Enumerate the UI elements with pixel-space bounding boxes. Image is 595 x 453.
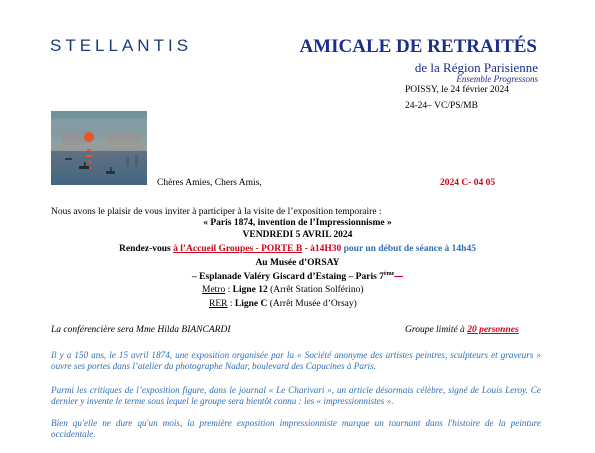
rer-sep: : (227, 299, 235, 309)
paragraph-significance: Bien qu'elle ne dure qu'un mois, la première exposition impressionniste marque un tournant dans l'histoire de la peinture occidentale. (51, 418, 541, 440)
paragraph-history: Il y a 150 ans, le 15 avril 1874, une exposition organisée par la « Société anonyme des artistes peintres, sculpteurs et graveurs » ouvre ses portes dans l’atelier du photographe Nadar, boulevard des Capucines à Paris. (51, 350, 541, 372)
rendezvous-suffix: pour un début de séance à 14h45 (341, 244, 476, 254)
rendezvous-line (0, 244, 595, 254)
event-date: VENDREDI 5 AVRIL 2024 (242, 230, 353, 240)
reference-code: 2024 C- 04 05 (440, 178, 496, 188)
metro-line (202, 285, 364, 295)
rendezvous-prefix: Rendez-vous (119, 244, 174, 254)
greeting: Chères Amies, Chers Amis, (157, 178, 262, 188)
group-limit (405, 325, 519, 335)
address-tail: -- (394, 272, 403, 283)
intro-text: Nous avons le plaisir de vous inviter à participer à la visite de l’exposition temporaire : (51, 207, 382, 217)
address-text: – Esplanade Valéry Giscard d’Estaing – Paris 7 (192, 272, 384, 283)
org-subtitle: de la Région Parisienne (414, 60, 538, 75)
rer-line (209, 299, 357, 309)
musee-address (0, 271, 595, 282)
musee-name: Au Musée d’ORSAY (255, 258, 340, 268)
metro-label: Metro (202, 285, 226, 295)
conferenciere: La conférencière sera Mme Hilda BIANCARDI (51, 325, 231, 335)
metro-station: (Arrêt Station Solférino) (267, 285, 364, 295)
document-reference: 24-24– VC/PS/MB (405, 101, 478, 111)
impression-soleil-levant-painting (51, 111, 147, 185)
exposition-title: « Paris 1874, invention de l’Impressionnisme » (203, 218, 392, 228)
rendezvous-porte: PORTE B (261, 244, 303, 254)
rer-line-name: Ligne C (234, 299, 268, 309)
metro-line-name: Ligne 12 (232, 285, 268, 295)
paragraph-critique: Parmi les critiques de l’exposition figure, dans le journal « Le Charivari », un article désormais célèbre, signé de Louis Leroy. Ce dernier y invente le terme sous lequel le groupe sera bientôt connu : les « impressionnistes ». (51, 385, 541, 407)
group-limit-text: Groupe limité à (405, 325, 468, 335)
rendezvous-time: - à14H30 (302, 244, 342, 254)
rer-station: (Arrêt Musée d’Orsay) (267, 299, 357, 309)
stellantis-logo-text: STELLANTIS (50, 36, 193, 55)
org-title: AMICALE DE RETRAITÉS (299, 36, 537, 57)
address-sup: ème (383, 271, 395, 277)
rer-label: RER (209, 299, 228, 309)
org-tagline: Ensemble Progressons (456, 74, 538, 84)
metro-sep: : (225, 285, 233, 295)
place-date: POISSY, le 24 février 2024 (405, 85, 510, 95)
rendezvous-place: à l’Accueil Groupes - (173, 244, 262, 254)
group-limit-count: 20 personnes (467, 325, 519, 335)
stellantis-logo (50, 36, 192, 56)
